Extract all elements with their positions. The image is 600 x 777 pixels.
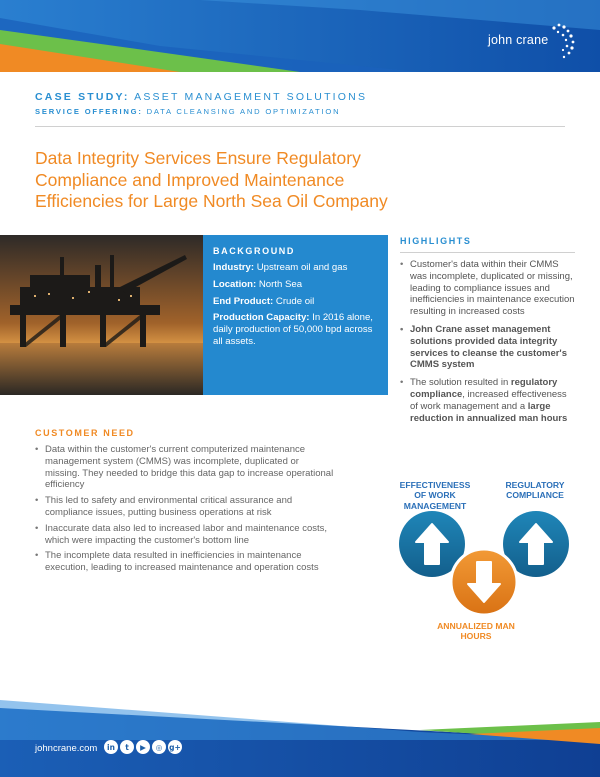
location-value: North Sea [258, 278, 303, 290]
background-heading: BACKGROUND [213, 246, 295, 256]
instagram-icon[interactable]: ◎ [152, 740, 166, 754]
customer-need-list [35, 444, 335, 574]
twitter-icon[interactable]: t [120, 740, 134, 754]
annualized-label: ANNUALIZED MAN HOURS [437, 621, 515, 642]
highlight-item: • Customer's data within their CMMS was incomplete, duplicated or missing, leading to compliance issues and inefficiencies in maintenance execution resulting in increased costs [400, 259, 575, 318]
end-product-label: End Product: [213, 295, 274, 307]
case-study-label: CASE STUDY: [35, 91, 130, 103]
list-item: • The incomplete data resulted in inefficiencies in maintenance execution, leading to increased maintenance and operation costs [35, 550, 335, 574]
divider [400, 252, 575, 253]
divider [35, 126, 565, 127]
list-item: • This led to safety and environmental critical assurance and compliance issues, putting business operations at risk [35, 495, 335, 519]
page-title: Data Integrity Services Ensure Regulatory Compliance and Improved Maintenance Efficiencies for Large North Sea Oil Company [35, 148, 388, 211]
industry-value: Upstream oil and gas [256, 262, 348, 273]
highlight-item [400, 377, 575, 424]
highlight-item: • John Crane asset management solutions provided data integrity services to cleanse the customer's CMMS system [400, 324, 575, 371]
header-banner [0, 0, 600, 72]
footer-banner [0, 700, 600, 777]
case-study-line [35, 91, 367, 103]
highlight-emphasis: large reduction in annualized man hours [410, 400, 568, 424]
customer-need-section [35, 428, 335, 578]
industry-line [213, 262, 378, 274]
service-value: DATA CLEANSING AND OPTIMIZATION [146, 107, 341, 116]
production-capacity-label: Production Capacity: [213, 312, 310, 324]
highlight-text: , increased effectiveness of work management and a [410, 388, 567, 412]
john-crane-logo: john crane [488, 18, 580, 64]
social-icons [104, 740, 182, 754]
highlights-heading: HIGHLIGHTS [400, 236, 472, 246]
highlights-section [400, 236, 575, 430]
location-label: Location: [213, 278, 257, 290]
linkedin-icon[interactable]: in [104, 740, 118, 754]
location-line [213, 279, 378, 291]
end-product-line [213, 296, 378, 308]
service-label: SERVICE OFFERING: [35, 107, 143, 116]
highlights-list [400, 259, 575, 424]
highlight-text: The solution resulted in [410, 377, 511, 389]
background-panel [203, 235, 388, 395]
highlight-emphasis: regulatory compliance [410, 377, 558, 400]
list-item: • Data within the customer's current computerized maintenance management system (CMMS) was incomplete, duplicated or missing. They needed to bridge this data gap to increase operational efficiency [35, 444, 335, 491]
googleplus-icon[interactable]: g+ [168, 740, 182, 754]
end-product-value: Crude oil [275, 295, 315, 307]
service-offering-line [35, 107, 340, 116]
footer-url-link[interactable]: johncrane.com [35, 743, 98, 754]
production-capacity-value: In 2016 alone, daily production of 50,000 bpd across all assets. [213, 312, 373, 347]
industry-label: Industry: [213, 262, 255, 273]
down-arrow-icon [451, 549, 517, 615]
oil-platform-photo [0, 235, 203, 395]
customer-need-heading: CUSTOMER NEED [35, 428, 135, 438]
youtube-icon[interactable]: ▶ [136, 740, 150, 754]
regulatory-label: REGULATORY COMPLIANCE [505, 480, 565, 501]
production-capacity-line [213, 312, 378, 347]
list-item: • Inaccurate data also led to increased labor and maintenance costs, which were impacting the customer's bottom line [35, 523, 335, 547]
outcome-arrows-graphic [396, 508, 576, 618]
case-study-value: ASSET MANAGEMENT SOLUTIONS [134, 91, 368, 103]
effectiveness-label: EFFECTIVENESS OF WORK MANAGEMENT [399, 480, 471, 511]
